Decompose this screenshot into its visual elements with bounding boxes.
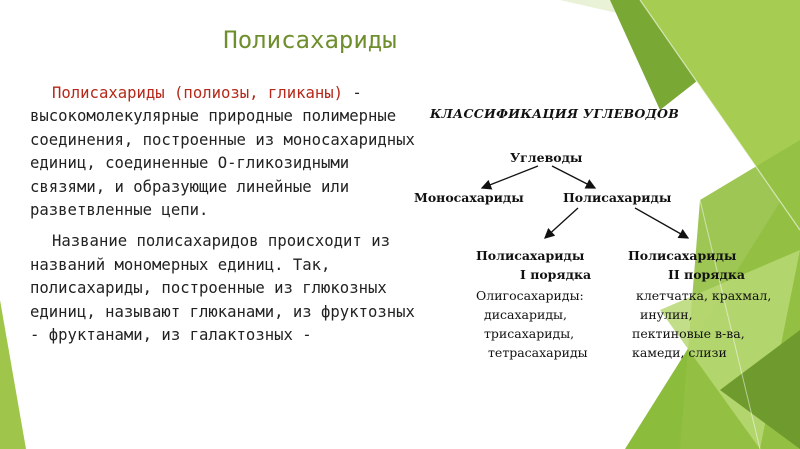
order1-item: дисахариды,: [484, 307, 567, 322]
definition-text: - высокомолекулярные природные полимерные соединения, построенные из моносахаридных единиц, соединенные О-гликозидными связями, и образующие линейные или разветвленные цепи.: [30, 84, 415, 220]
node-polysaccharides: Полисахариды: [563, 190, 672, 205]
node-carbohydrates: Углеводы: [510, 150, 583, 165]
order1-item: тетрасахариды: [488, 345, 588, 360]
arrow-to-order1: [545, 208, 578, 238]
paragraph-definition: [30, 82, 420, 222]
node-order2-sub: II порядка: [668, 267, 745, 282]
classification-diagram: [410, 100, 780, 370]
order2-item: инулин,: [640, 307, 693, 322]
definition-term: Полисахариды (полиозы, гликаны): [52, 84, 344, 102]
paragraph-naming: Название полисахаридов происходит из названий мономерных единиц. Так, полисахариды, построенные из глюкозных единиц, называют глюканами, из фруктозных - фруктанами, из галактозных -: [30, 232, 415, 345]
order2-item: клетчатка, крахмал,: [636, 288, 772, 303]
diagram-heading: КЛАССИФИКАЦИЯ УГЛЕВОДОВ: [430, 106, 680, 121]
arrow-to-poly: [552, 166, 595, 188]
slide-title: Полисахариды: [223, 26, 397, 54]
node-order1-title: Полисахариды: [476, 248, 585, 263]
order1-item: трисахариды,: [484, 326, 575, 341]
order2-item: камеди, слизи: [632, 345, 727, 360]
arrow-to-order2: [635, 208, 688, 238]
order1-item: Олигосахариды:: [476, 288, 584, 303]
order2-item: пектиновые в-ва,: [632, 326, 745, 341]
node-monosaccharides: Моносахариды: [414, 190, 524, 205]
node-order1-sub: I порядка: [520, 267, 592, 282]
body-text: [30, 82, 420, 347]
node-order2-title: Полисахариды: [628, 248, 737, 263]
arrow-to-mono: [482, 166, 538, 188]
